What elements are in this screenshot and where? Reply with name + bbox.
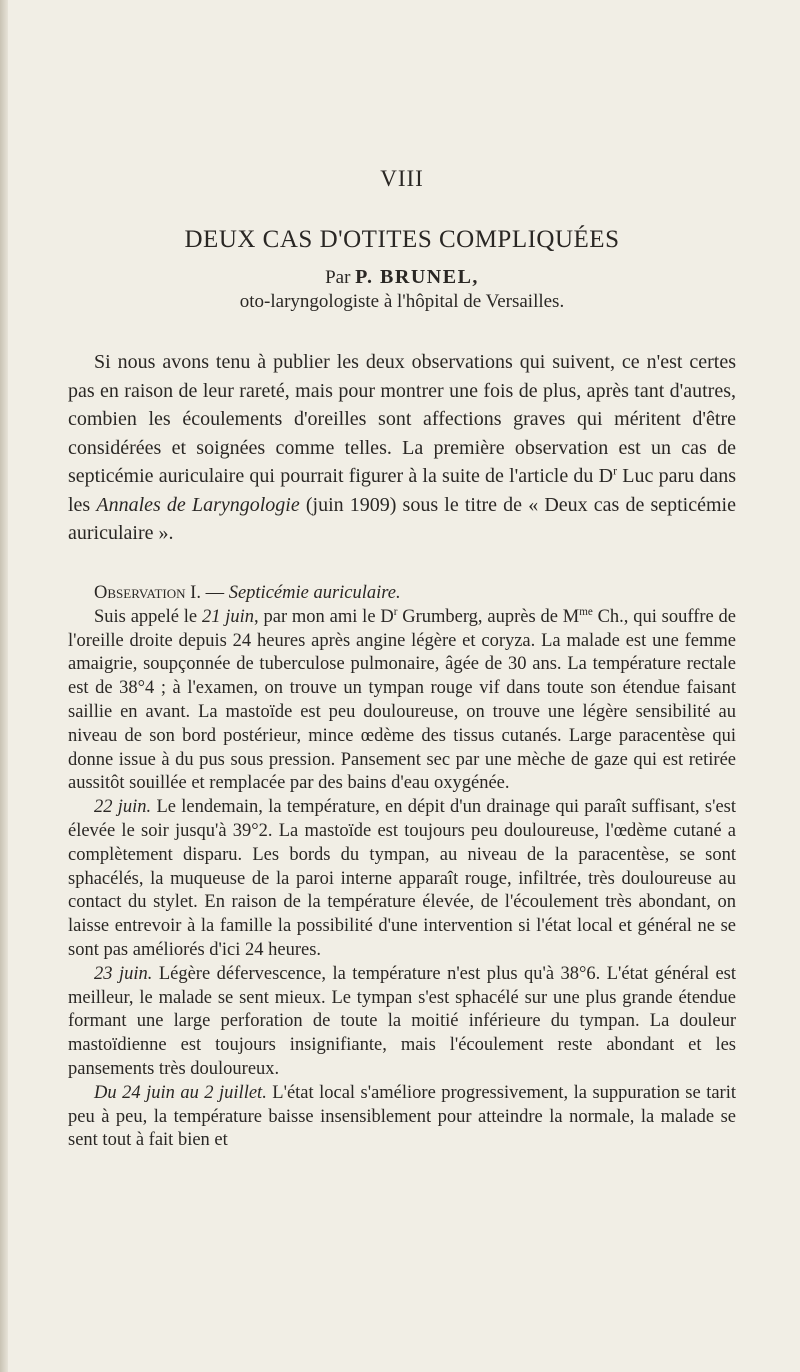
byline-prefix: Par (325, 267, 351, 288)
page-edge (0, 0, 8, 1372)
observation-paragraph-3 (68, 963, 736, 1082)
obs-p4-date: Du 24 juin au 2 juillet. (94, 1082, 267, 1103)
observation-dash: — (200, 583, 229, 603)
intro-sup: r (613, 463, 618, 478)
intro-text-3: (juin 1909) sous le titre de « Deux cas de septicémie auriculaire ». (68, 493, 736, 544)
obs-p4-text: L'état local s'améliore progressivement, la suppuration se tarit peu à peu, la température baisse insensiblement pour atteindre la normale, la malade se sent tout à fait bien et (68, 1082, 736, 1151)
observation-paragraph-1 (68, 606, 736, 796)
observation-label: Observation I. (94, 583, 201, 603)
observation-subtitle: Septicémie auriculaire. (228, 583, 401, 603)
obs-p1-date: 21 juin (201, 606, 255, 627)
article-title: DEUX CAS D'OTITES COMPLIQUÉES (184, 226, 620, 253)
observation-paragraph-4 (68, 1082, 736, 1153)
intro-text-2: Luc paru dans les (68, 465, 737, 516)
chapter-number: VIII (380, 166, 424, 191)
obs-p1-sup-2: me (579, 605, 593, 618)
obs-p1-text-1: Suis appelé le (94, 606, 202, 627)
author-name: P. BRUNEL, (355, 266, 479, 288)
obs-p2-text: Le lendemain, la température, en dépit d'un drainage qui paraît suffisant, s'est élevée le soir jusqu'à 39°2. La mastoïde est toujours peu douloureuse, l'œdème cutané a complètement disparu. Les bords du tympan, au niveau de la paracentèse, se sont sphacélés, la muqueuse de la paroi interne apparaît rouge, infiltrée, très douloureuse au contact du stylet. En raison de la température élevée, de l'écoulement très abondant, on laisse entrevoir à la famille la possibilité d'une intervention si l'état local et général ne se sont pas améliorés d'ici 24 heures. (68, 797, 737, 960)
intro-text-1: Si nous avons tenu à publier les deux observations qui suivent, ce n'est certes pas en raison de leur rareté, mais pour montrer une fois de plus, après tant d'autres, combien les écoulements d'oreilles sont affections graves qui méritent d'être considérées et soignées comme telles. La première observation est un cas de septicémie auriculaire qui pourrait figurer à la suite de l'article du D (68, 351, 736, 487)
obs-p1-text-4: Ch., qui souffre de l'oreille droite depuis 24 heures après angine légère et coryza. La malade est une femme amaigrie, soupçonnée de tuberculose pulmonaire, âgée de 30 ans. La température rectale est de 38°4 ; à l'examen, on trouve un tympan rouge vif dans toute son étendue faisant saillie en avant. La mastoïde est peu douloureuse, on trouve une légère sensibilité au niveau de son bord postérieur, mince œdème des tissus cutanés. Large paracentèse qui donne issue à du pus sous pression. Pansement sec par une mèche de gaze qui est retirée aussitôt souillée et remplacée par des bains d'eau oxygénée. (68, 606, 736, 794)
obs-p1-sup-1: r (393, 605, 398, 618)
obs-p1-text-3: Grumberg, auprès de M (397, 606, 580, 627)
observation-section (68, 582, 736, 1153)
observation-heading (68, 582, 736, 606)
intro-paragraph (68, 348, 736, 548)
journal-name: Annales de Laryngologie (96, 493, 300, 516)
obs-p3-text: Légère défervescence, la température n'est plus qu'à 38°6. L'état général est meilleur, le malade se sent mieux. Le tympan s'est sphacélé sur une plus grande étendue formant une large perforation de toute la moitié inférieure du tympan. La douleur mastoïdienne est toujours insignifiante, mais l'écoulement reste abondant et les pansements très douloureux. (68, 963, 736, 1079)
obs-p1-text-2: , par mon ami le D (254, 606, 394, 627)
author-affiliation: oto-laryngologiste à l'hôpital de Versailles. (239, 291, 565, 312)
observation-paragraph-2 (68, 796, 736, 963)
obs-p3-date: 23 juin. (94, 963, 153, 984)
byline (68, 266, 736, 289)
obs-p2-date: 22 juin. (94, 797, 152, 818)
